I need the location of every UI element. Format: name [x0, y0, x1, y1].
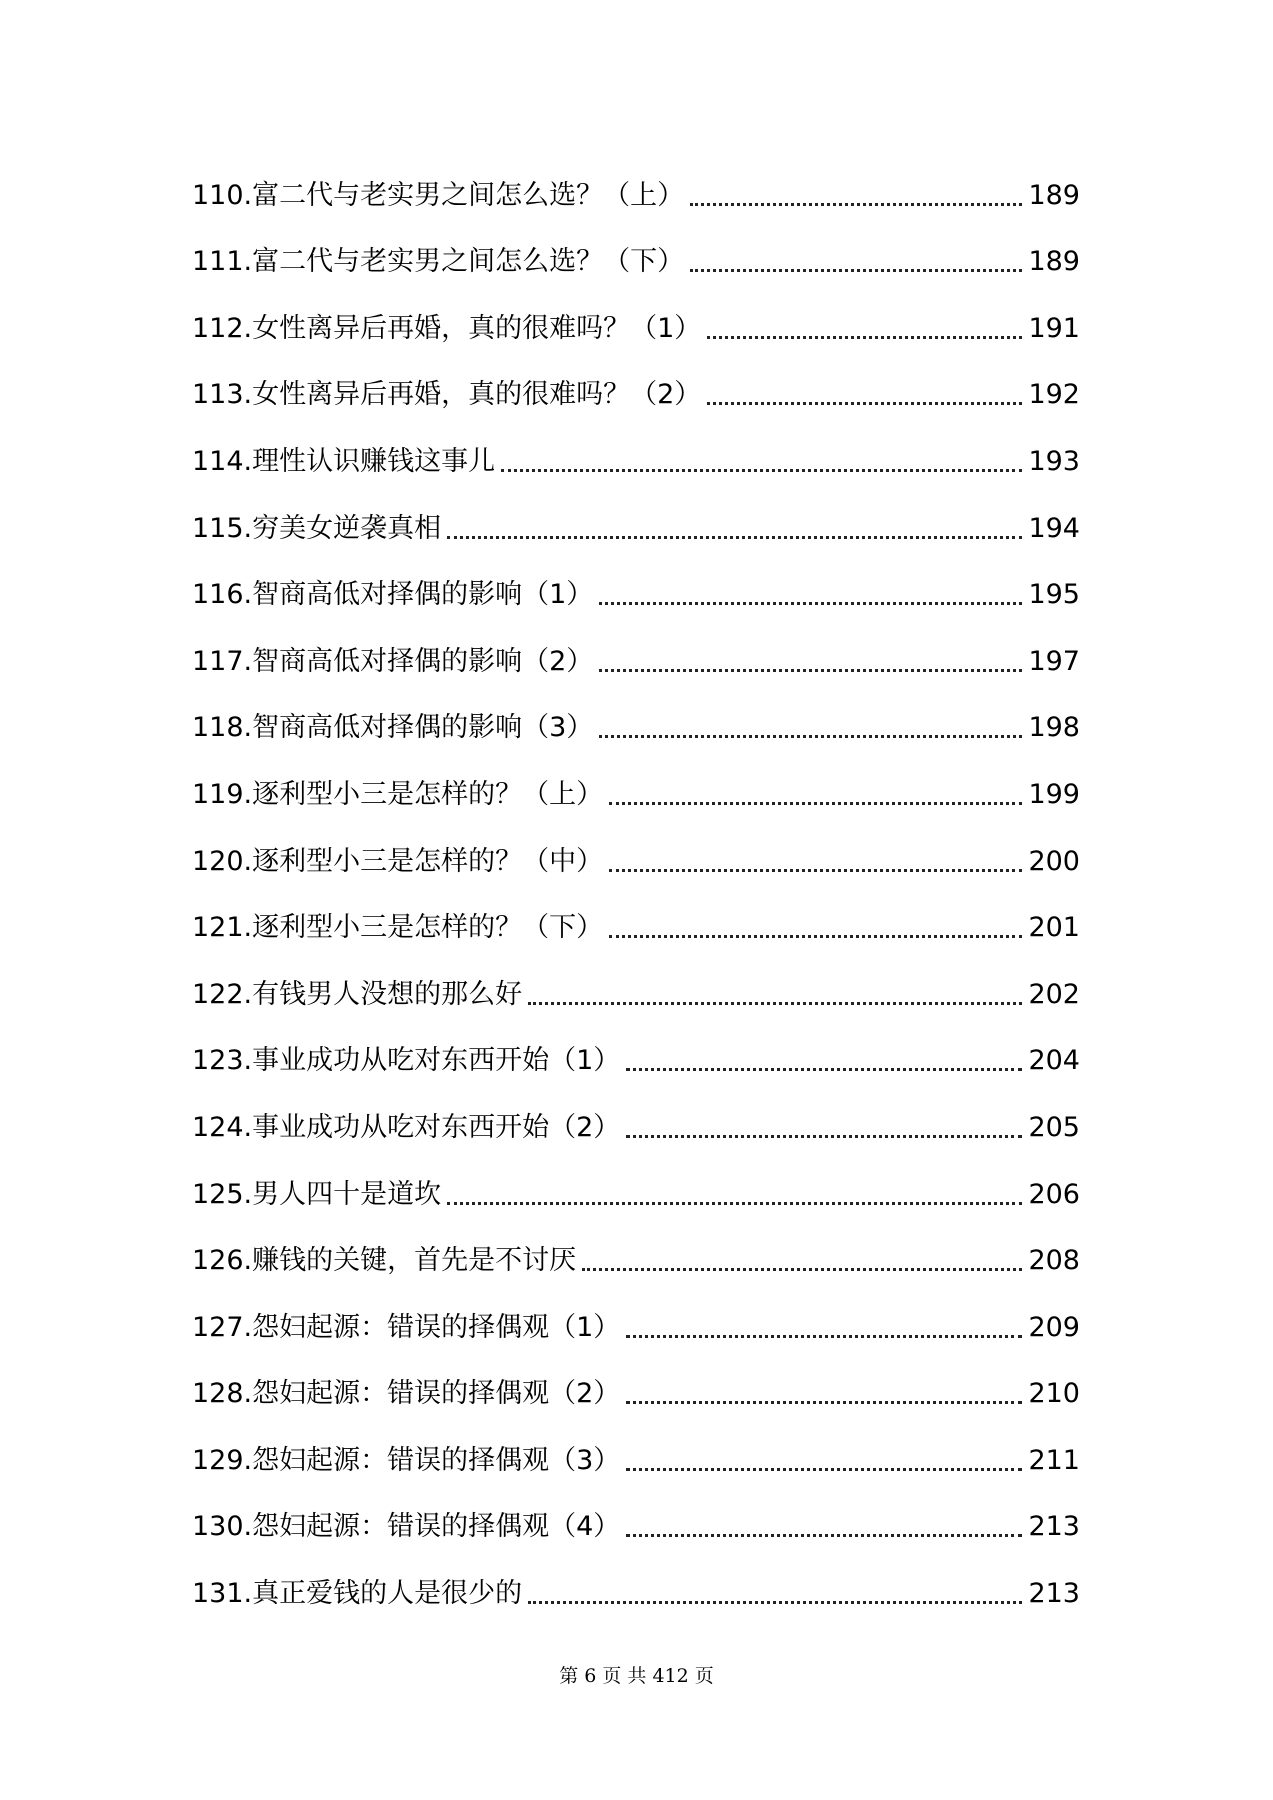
toc-dot-leader [626, 1401, 1022, 1404]
toc-entry[interactable] [192, 1359, 1080, 1426]
toc-dot-leader [707, 336, 1022, 339]
footer-total-pages: 412 [652, 1665, 689, 1687]
toc-entry-title: 118.智商高低对择偶的影响（3） [192, 712, 594, 744]
toc-entry-page: 204 [1028, 1045, 1080, 1077]
toc-entry[interactable] [192, 1226, 1080, 1293]
toc-dot-leader [501, 469, 1022, 472]
toc-entry-title: 111.富二代与老实男之间怎么选？（下） [192, 246, 685, 278]
toc-entry[interactable] [192, 893, 1080, 960]
toc-entry-page: 189 [1028, 246, 1080, 278]
toc-entry[interactable] [192, 1292, 1080, 1359]
toc-entry-page: 192 [1028, 379, 1080, 411]
toc-entry-title: 113.女性离异后再婚，真的很难吗？（2） [192, 379, 702, 411]
toc-entry-page: 211 [1028, 1444, 1080, 1476]
toc-entry-title: 129.怨妇起源：错误的择偶观（3） [192, 1444, 621, 1476]
toc-entry-title: 127.怨妇起源：错误的择偶观（1） [192, 1311, 621, 1343]
toc-dot-leader [599, 735, 1022, 738]
toc-entry-page: 202 [1028, 978, 1080, 1010]
toc-entry-title: 114.理性认识赚钱这事儿 [192, 445, 496, 477]
toc-entry-page: 213 [1028, 1511, 1080, 1543]
toc-entry-title: 130.怨妇起源：错误的择偶观（4） [192, 1511, 621, 1543]
toc-dot-leader [707, 402, 1022, 405]
toc-dot-leader [599, 602, 1022, 605]
toc-entry-page: 208 [1028, 1245, 1080, 1277]
toc-dot-leader [609, 869, 1022, 872]
toc-entry-page: 198 [1028, 712, 1080, 744]
toc-entry-page: 205 [1028, 1111, 1080, 1143]
toc-dot-leader [626, 1068, 1022, 1071]
toc-entry-title: 110.富二代与老实男之间怎么选？（上） [192, 179, 685, 211]
toc-entry-page: 197 [1028, 645, 1080, 677]
toc-entry-page: 189 [1028, 179, 1080, 211]
toc-entry-title: 117.智商高低对择偶的影响（2） [192, 645, 594, 677]
toc-dot-leader [626, 1468, 1022, 1471]
footer-middle: 页 共 [602, 1665, 647, 1687]
page-footer [0, 1664, 1273, 1688]
toc-entry[interactable] [192, 160, 1080, 227]
toc-entry[interactable] [192, 1558, 1080, 1625]
toc-dot-leader [599, 669, 1022, 672]
toc-dot-leader [528, 1601, 1022, 1604]
toc-entry-title: 125.男人四十是道坎 [192, 1178, 442, 1210]
toc-entry[interactable] [192, 1026, 1080, 1093]
toc-dot-leader [690, 203, 1022, 206]
toc-dot-leader [626, 1135, 1022, 1138]
toc-entry-page: 195 [1028, 579, 1080, 611]
toc-dot-leader [609, 935, 1022, 938]
toc-entry-title: 126.赚钱的关键，首先是不讨厌 [192, 1245, 577, 1277]
toc-entry-title: 116.智商高低对择偶的影响（1） [192, 579, 594, 611]
toc-entry[interactable] [192, 227, 1080, 294]
toc-dot-leader [626, 1534, 1022, 1537]
toc-dot-leader [582, 1268, 1022, 1271]
toc-entry[interactable] [192, 759, 1080, 826]
toc-entry-page: 191 [1028, 312, 1080, 344]
toc-entry-page: 199 [1028, 778, 1080, 810]
toc-dot-leader [528, 1002, 1022, 1005]
toc-entry-title: 119.逐利型小三是怎样的？（上） [192, 778, 604, 810]
toc-entry-page: 209 [1028, 1311, 1080, 1343]
toc-entry-title: 122.有钱男人没想的那么好 [192, 978, 523, 1010]
toc-entry[interactable] [192, 1425, 1080, 1492]
toc-entry-page: 206 [1028, 1178, 1080, 1210]
toc-entry-title: 128.怨妇起源：错误的择偶观（2） [192, 1378, 621, 1410]
toc-entry-page: 193 [1028, 445, 1080, 477]
toc-dot-leader [690, 269, 1022, 272]
toc-entry-title: 120.逐利型小三是怎样的？（中） [192, 845, 604, 877]
toc-entry[interactable] [192, 693, 1080, 760]
toc-entry[interactable] [192, 560, 1080, 627]
toc-entry[interactable] [192, 959, 1080, 1026]
toc-dot-leader [609, 802, 1022, 805]
toc-entry-page: 200 [1028, 845, 1080, 877]
toc-entry-title: 121.逐利型小三是怎样的？（下） [192, 912, 604, 944]
toc-entry[interactable] [192, 826, 1080, 893]
footer-prefix: 第 [559, 1665, 579, 1687]
toc-entry[interactable] [192, 493, 1080, 560]
footer-suffix: 页 [694, 1665, 714, 1687]
toc-dot-leader [447, 536, 1022, 539]
toc-entry-title: 112.女性离异后再婚，真的很难吗？（1） [192, 312, 702, 344]
toc-entry-title: 124.事业成功从吃对东西开始（2） [192, 1111, 621, 1143]
toc-entry[interactable] [192, 360, 1080, 427]
toc-entry[interactable] [192, 1492, 1080, 1559]
toc-entry[interactable] [192, 1092, 1080, 1159]
toc-entry[interactable] [192, 1159, 1080, 1226]
toc-entry-title: 115.穷美女逆袭真相 [192, 512, 442, 544]
toc-entry[interactable] [192, 293, 1080, 360]
toc-entry-page: 194 [1028, 512, 1080, 544]
table-of-contents [192, 160, 1080, 1625]
toc-entry-page: 213 [1028, 1578, 1080, 1610]
toc-entry-title: 131.真正爱钱的人是很少的 [192, 1578, 523, 1610]
toc-entry-page: 201 [1028, 912, 1080, 944]
footer-current-page: 6 [584, 1665, 597, 1687]
toc-entry[interactable] [192, 426, 1080, 493]
toc-dot-leader [447, 1202, 1022, 1205]
toc-dot-leader [626, 1335, 1022, 1338]
toc-entry[interactable] [192, 626, 1080, 693]
toc-entry-page: 210 [1028, 1378, 1080, 1410]
toc-entry-title: 123.事业成功从吃对东西开始（1） [192, 1045, 621, 1077]
